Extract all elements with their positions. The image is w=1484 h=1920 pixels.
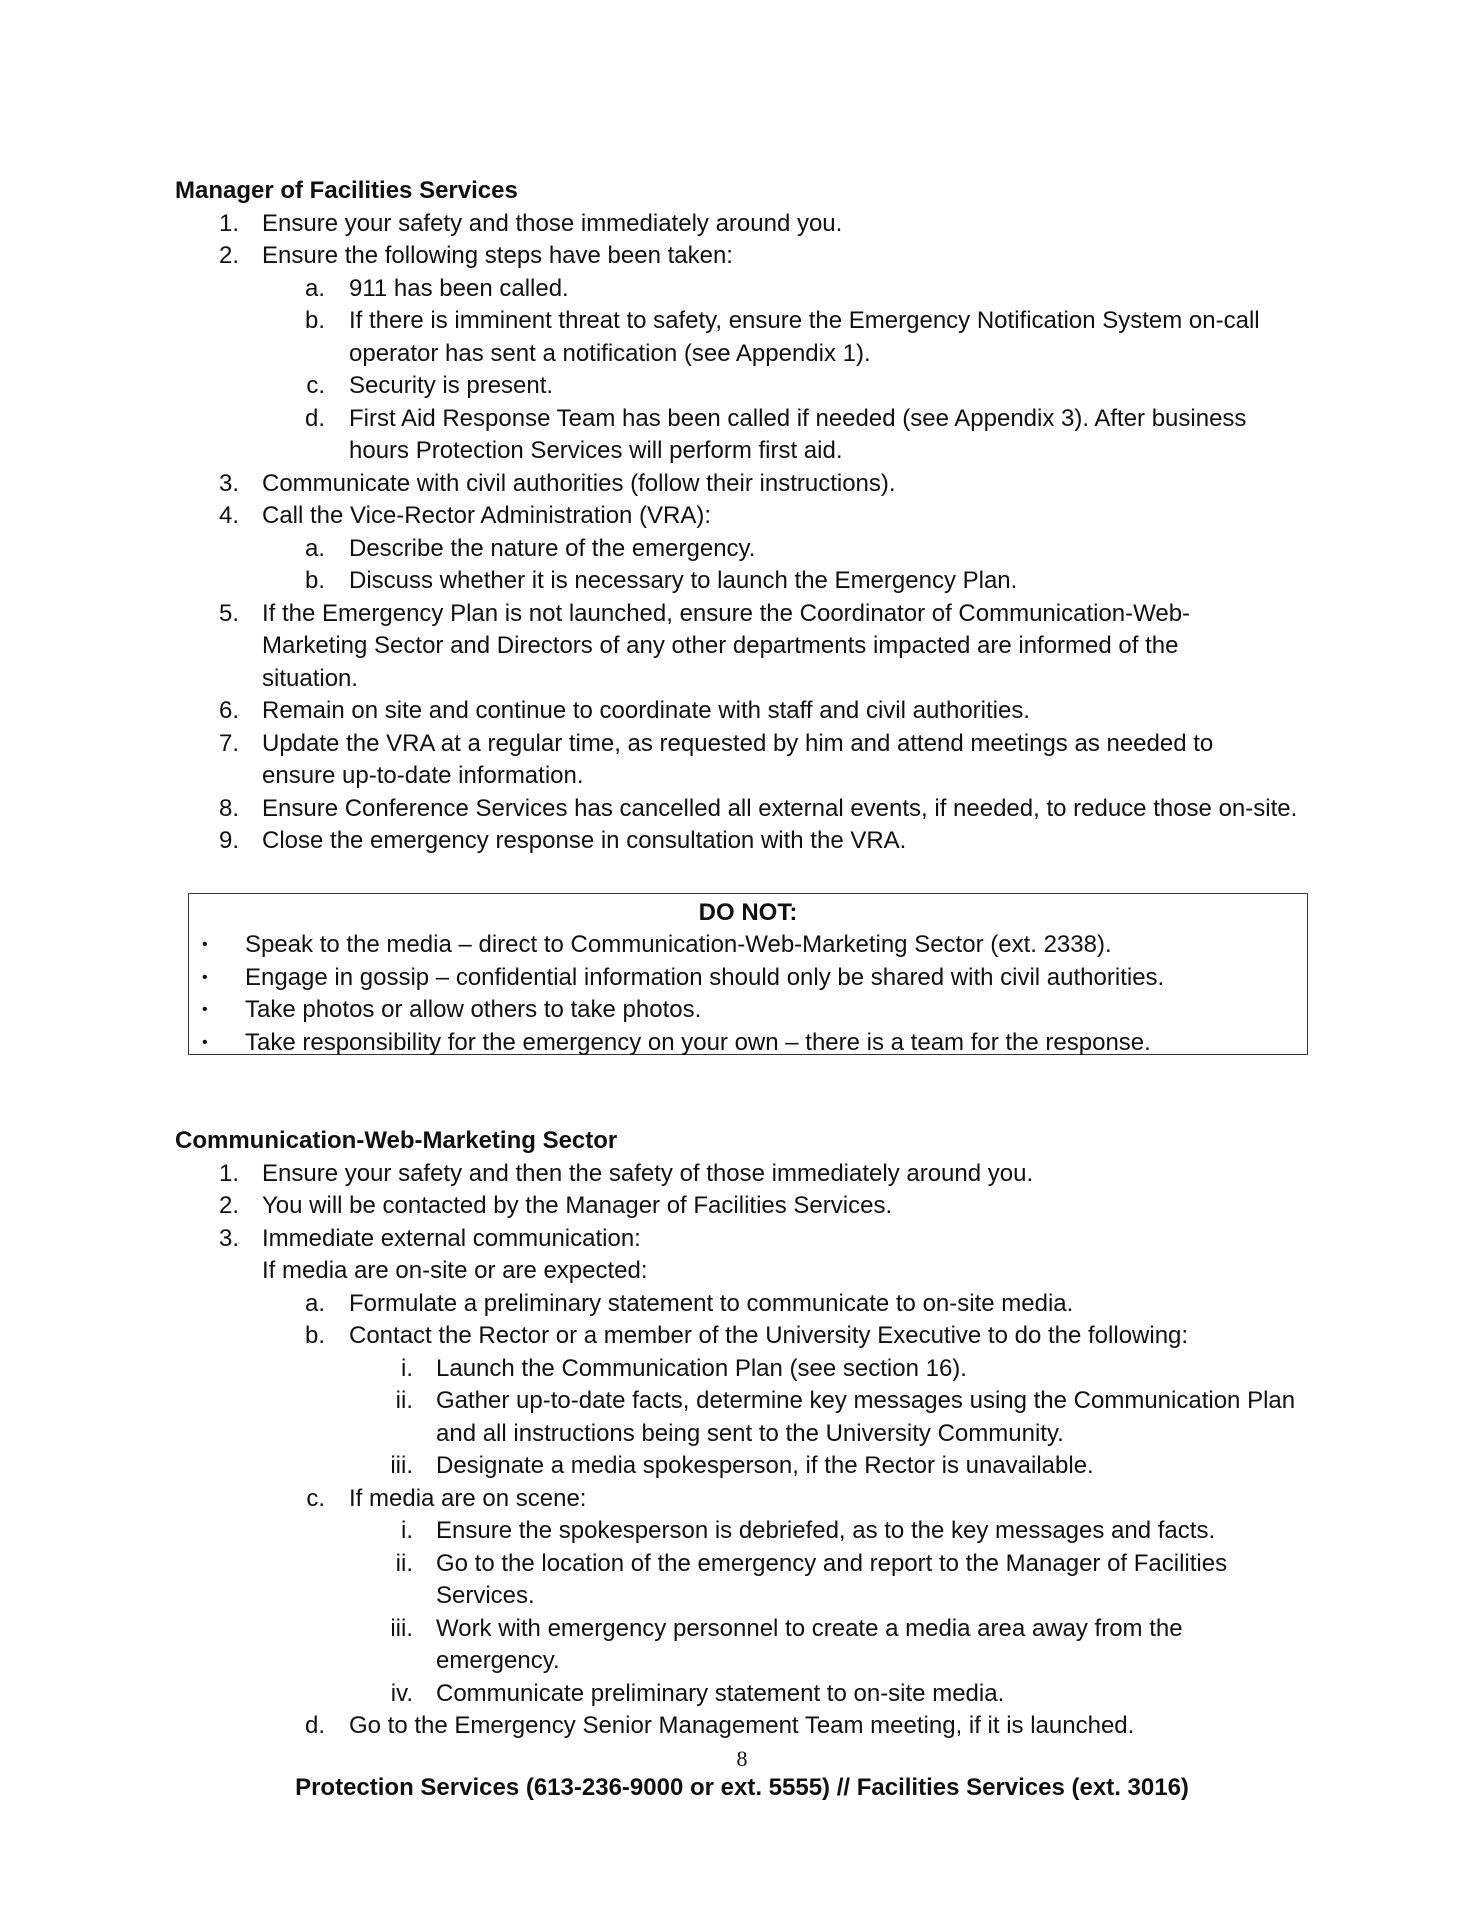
section-title: Manager of Facilities Services <box>175 177 518 204</box>
list-item-text: You will be contacted by the Manager of Facilities Services. <box>262 1192 893 1219</box>
sub-list-letter: a. <box>304 534 325 562</box>
list-continuation: Marketing Sector and Directors of any other departments impacted are informed of the <box>262 632 1179 659</box>
list-item <box>175 598 1325 631</box>
do-not-title: DO NOT: <box>698 899 798 926</box>
list-continuation: If media are on-site or are expected: <box>262 1257 648 1284</box>
section-title: Communication-Web-Marketing Sector <box>175 1127 618 1154</box>
list-item-text: Communicate with civil authorities (follow their instructions). <box>262 469 896 497</box>
roman-numeral: ii. <box>395 1387 413 1414</box>
sub-list-letter: d. <box>304 404 325 432</box>
list-item <box>175 1158 1325 1191</box>
bullet-icon: • <box>202 1001 208 1018</box>
roman-list-item <box>175 1515 1325 1548</box>
sub-list-letter: b. <box>304 307 325 334</box>
list-number: 4. <box>218 502 239 529</box>
sub-list-letter: b. <box>304 567 325 594</box>
sub-list-letter: b. <box>304 1322 325 1349</box>
sub-list-text: 911 has been called. <box>349 274 569 302</box>
list-number: 6. <box>218 697 239 724</box>
list-continuation: situation. <box>262 664 359 692</box>
list-item <box>175 500 1325 533</box>
bullet-icon: • <box>202 968 208 986</box>
sub-list-text: If media are on scene: <box>349 1484 587 1512</box>
do-not-item <box>189 929 1307 962</box>
do-not-item-text: Take photos or allow others to take photos. <box>245 996 702 1023</box>
list-number: 2. <box>218 242 239 269</box>
sub-list-continuation: hours Protection Services will perform first aid. <box>349 437 843 464</box>
sub-list-letter: c. <box>306 372 325 399</box>
list-item <box>175 208 1325 241</box>
sub-list-item <box>175 273 1325 306</box>
list-number: 3. <box>218 469 239 497</box>
roman-list-item <box>175 1450 1325 1483</box>
sub-list-item <box>175 1483 1325 1516</box>
sub-list-item <box>175 305 1325 338</box>
do-not-item-text: Engage in gossip – confidential information should only be shared with civil authorities. <box>245 963 1165 991</box>
sub-list-text: Describe the nature of the emergency. <box>349 534 756 562</box>
roman-numeral: i. <box>401 1517 413 1544</box>
list-item-text: Ensure your safety and then the safety of those immediately around you. <box>262 1159 1034 1187</box>
list-number: 9. <box>218 827 239 854</box>
bullet-icon: • <box>202 1033 208 1051</box>
sub-list-item <box>175 403 1325 436</box>
sub-list-item <box>175 1288 1325 1321</box>
sub-list-item <box>175 533 1325 566</box>
page-number: 8 <box>736 1746 748 1771</box>
sub-list-text: Formulate a preliminary statement to communicate to on-site media. <box>349 1289 1074 1317</box>
list-item-text: Update the VRA at a regular time, as requested by him and attend meetings as needed to <box>262 729 1214 757</box>
sub-list-text: Go to the Emergency Senior Management Team meeting, if it is launched. <box>349 1712 1135 1739</box>
roman-list-text: Gather up-to-date facts, determine key messages using the Communication Plan <box>436 1387 1296 1414</box>
roman-list-text: Ensure the spokesperson is debriefed, as to the key messages and facts. <box>436 1517 1216 1544</box>
sub-list-item <box>175 565 1325 598</box>
sub-list-letter: a. <box>304 274 325 302</box>
roman-list-item <box>175 1353 1325 1386</box>
roman-list-text: Launch the Communication Plan (see section 16). <box>436 1354 967 1382</box>
sub-list-item <box>175 1710 1325 1743</box>
roman-numeral: i. <box>401 1354 413 1382</box>
roman-numeral: ii. <box>395 1549 413 1577</box>
list-item <box>175 468 1325 501</box>
list-item-text: Ensure Conference Services has cancelled all external events, if needed, to reduce those on-site. <box>262 794 1298 822</box>
do-not-item <box>189 994 1307 1027</box>
list-item <box>175 793 1325 826</box>
list-item-text: Immediate external communication: <box>262 1224 641 1252</box>
list-item-text: Remain on site and continue to coordinate with staff and civil authorities. <box>262 697 1030 724</box>
sub-list-letter: a. <box>304 1289 325 1317</box>
sub-list-text: Security is present. <box>349 372 554 399</box>
sub-list-letter: c. <box>306 1484 325 1512</box>
list-item <box>175 240 1325 273</box>
roman-list-text: Designate a media spokesperson, if the Rector is unavailable. <box>436 1452 1094 1479</box>
list-item-text: Call the Vice-Rector Administration (VRA): <box>262 502 712 529</box>
list-item-text: Ensure your safety and those immediately around you. <box>262 209 843 237</box>
list-item-text: Ensure the following steps have been taken: <box>262 242 733 269</box>
list-item <box>175 728 1325 761</box>
do-not-item-text: Speak to the media – direct to Communication-Web-Marketing Sector (ext. 2338). <box>245 931 1112 958</box>
list-number: 3. <box>218 1224 239 1252</box>
list-number: 8. <box>218 794 239 822</box>
page-footer: Protection Services (613-236-9000 or ext. 5555) // Facilities Services (ext. 3016) <box>295 1774 1189 1801</box>
list-number: 1. <box>218 1159 239 1187</box>
list-number: 1. <box>218 209 239 237</box>
list-item <box>175 825 1325 858</box>
sub-list-continuation: operator has sent a notification (see Appendix 1). <box>349 339 871 367</box>
sub-list-text: Contact the Rector or a member of the University Executive to do the following: <box>349 1322 1189 1349</box>
roman-list-text: Communicate preliminary statement to on-site media. <box>436 1679 1005 1707</box>
roman-list-text: Work with emergency personnel to create a media area away from the <box>436 1614 1183 1642</box>
roman-numeral: iii. <box>390 1614 413 1642</box>
list-number: 5. <box>218 599 239 627</box>
sub-list-text: If there is imminent threat to safety, ensure the Emergency Notification System on-call <box>349 307 1260 334</box>
roman-list-continuation: Services. <box>436 1582 535 1609</box>
list-number: 7. <box>218 729 239 757</box>
do-not-box <box>188 893 1308 1055</box>
roman-numeral: iv. <box>390 1679 413 1707</box>
list-item <box>175 695 1325 728</box>
list-item <box>175 1223 1325 1256</box>
roman-list-item <box>175 1613 1325 1646</box>
roman-list-continuation: and all instructions being sent to the University Community. <box>436 1419 1064 1447</box>
sub-list-item <box>175 370 1325 403</box>
do-not-item <box>189 1027 1307 1060</box>
sub-list-text: Discuss whether it is necessary to launch the Emergency Plan. <box>349 567 1018 594</box>
sub-list-item <box>175 1320 1325 1353</box>
roman-numeral: iii. <box>390 1452 413 1479</box>
list-item-text: If the Emergency Plan is not launched, ensure the Coordinator of Communication-Web- <box>262 599 1191 627</box>
list-item-text: Close the emergency response in consultation with the VRA. <box>262 827 907 854</box>
roman-list-continuation: emergency. <box>436 1647 560 1674</box>
sub-list-text: First Aid Response Team has been called if needed (see Appendix 3). After business <box>349 404 1247 432</box>
do-not-item <box>189 962 1307 995</box>
list-item <box>175 1190 1325 1223</box>
sub-list-letter: d. <box>304 1712 325 1739</box>
bullet-icon: • <box>202 936 208 953</box>
section-manager-facilities <box>175 175 1325 858</box>
do-not-list <box>189 929 1307 1059</box>
list-continuation: ensure up-to-date information. <box>262 762 584 789</box>
do-not-item-text: Take responsibility for the emergency on your own – there is a team for the response. <box>245 1028 1151 1056</box>
section-communication-web-marketing <box>175 1125 1325 1743</box>
roman-list-item <box>175 1548 1325 1581</box>
roman-list-text: Go to the location of the emergency and report to the Manager of Facilities <box>436 1549 1228 1577</box>
list-number: 2. <box>218 1192 239 1219</box>
roman-list-item <box>175 1678 1325 1711</box>
roman-list-item <box>175 1385 1325 1418</box>
